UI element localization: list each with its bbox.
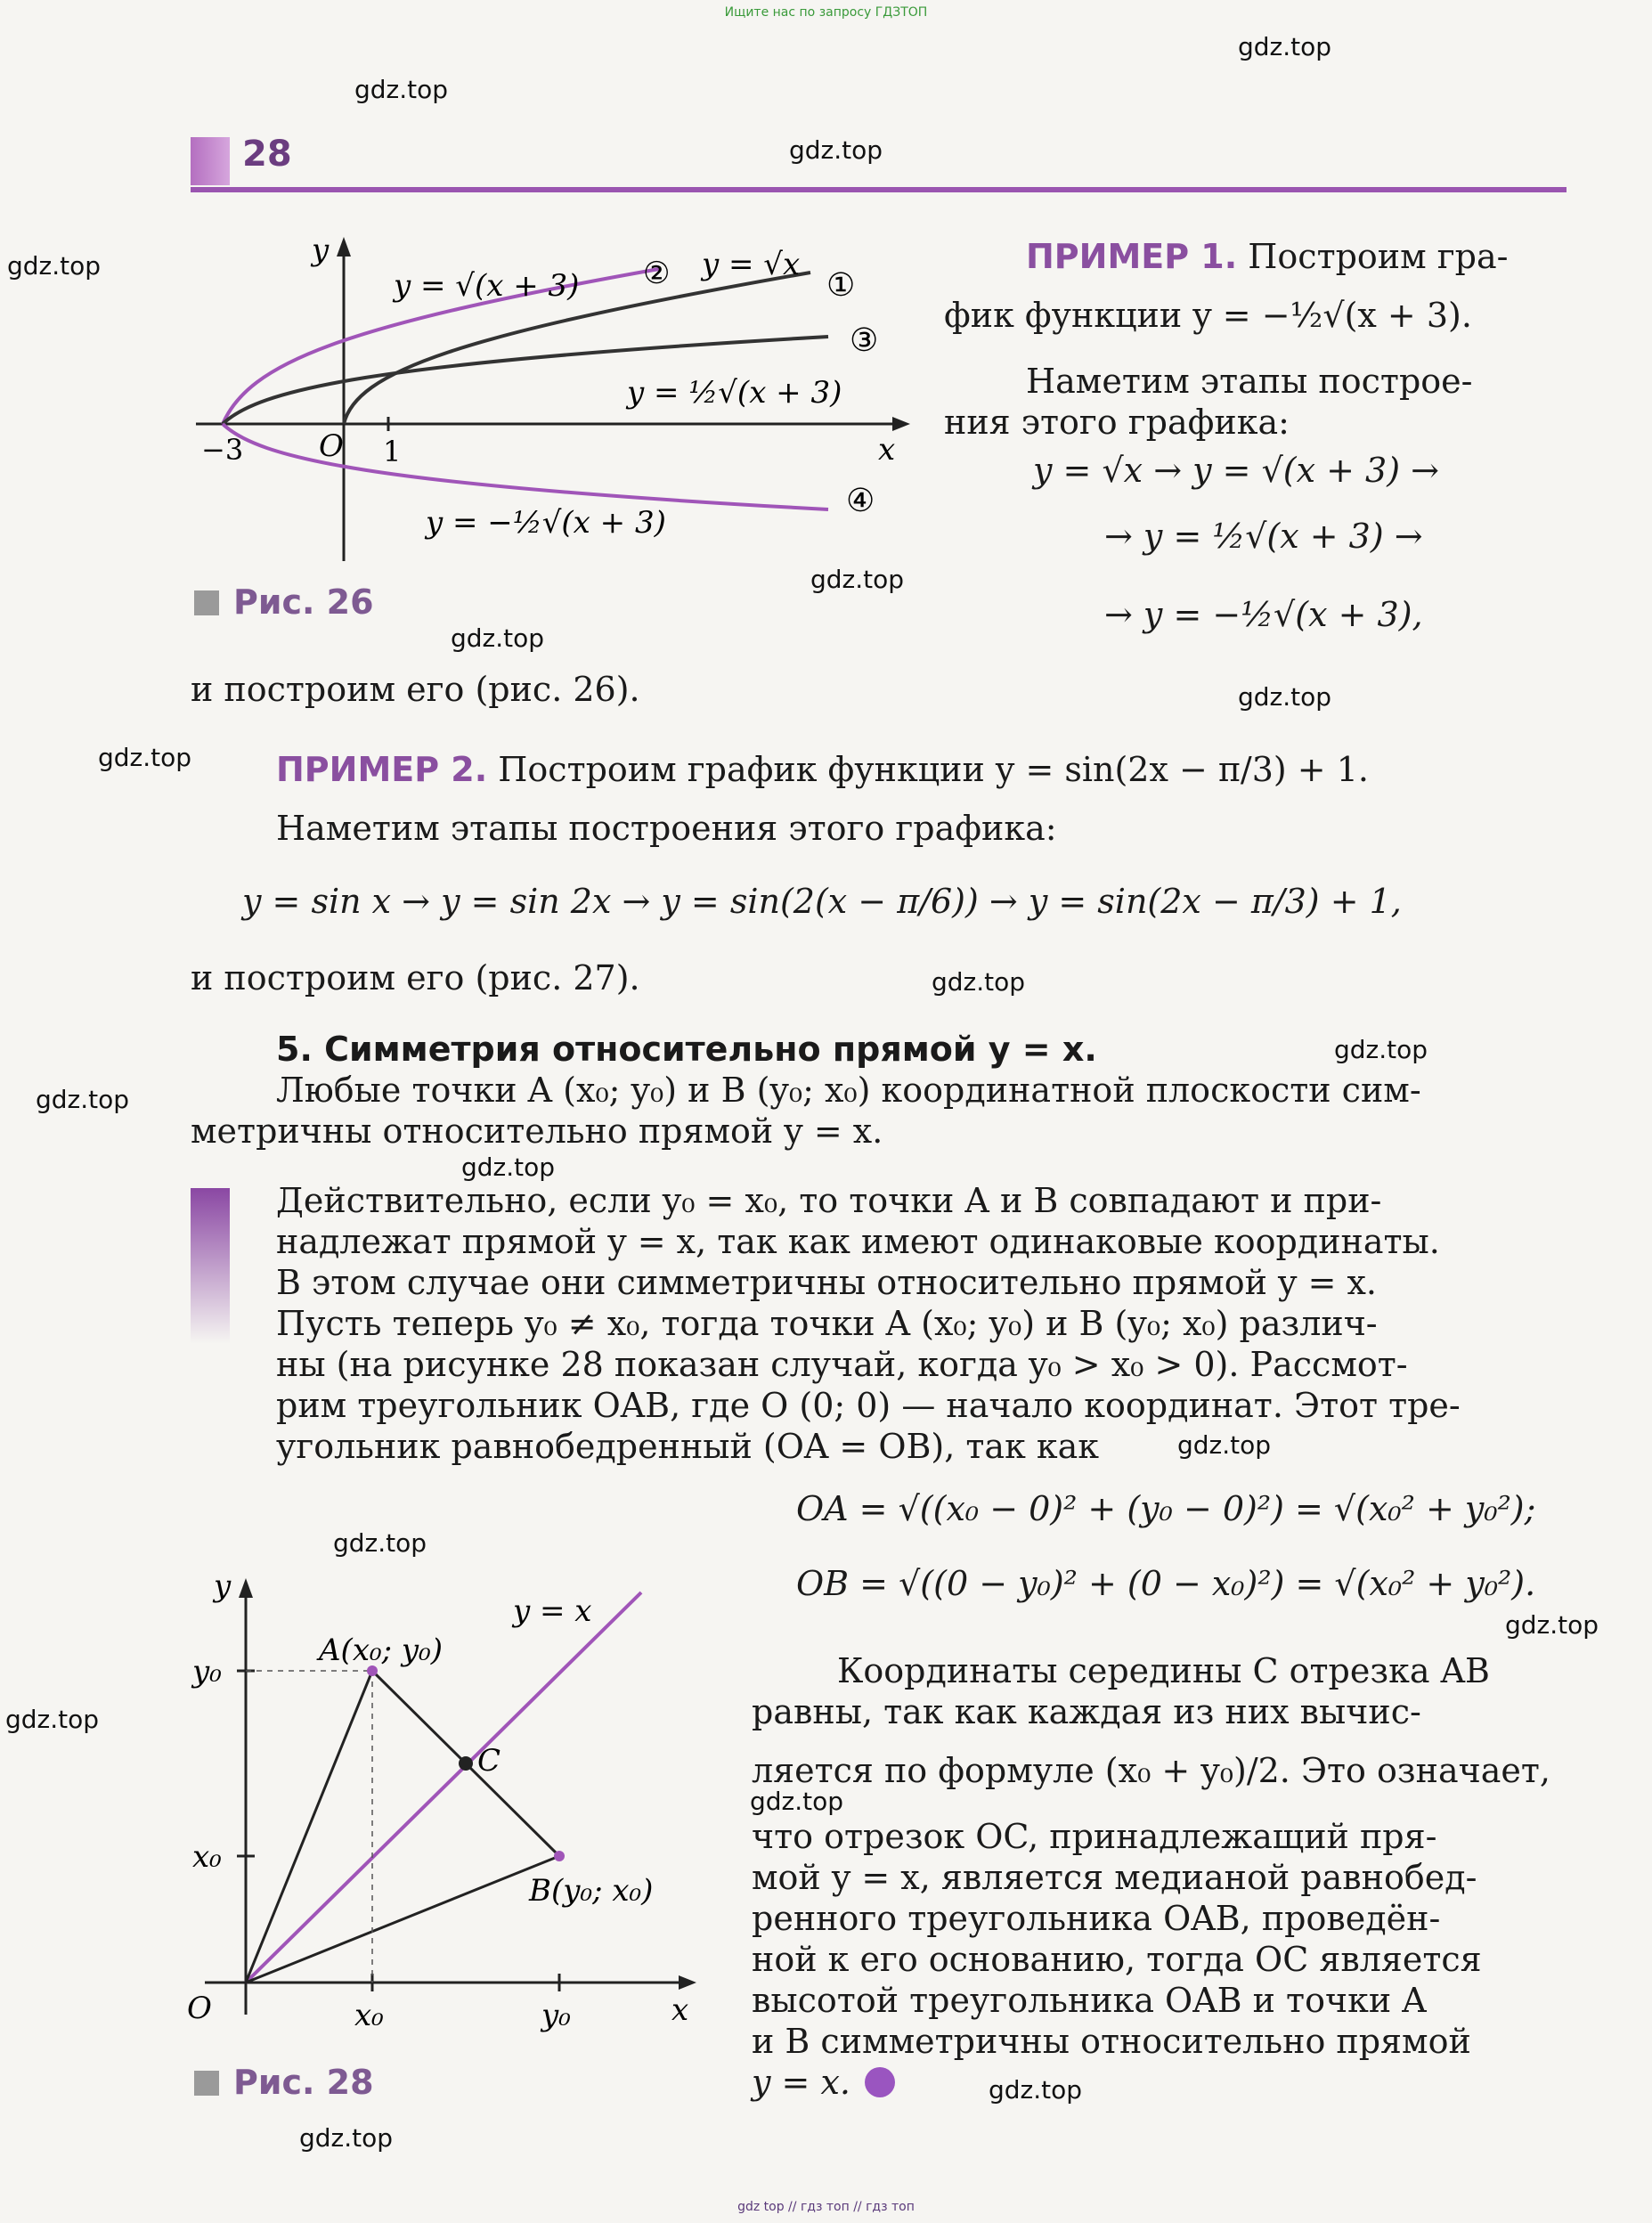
point-C bbox=[459, 1756, 473, 1771]
label-sqrt-x3: y = √(x + 3) bbox=[394, 268, 580, 304]
line-y-equals-x bbox=[246, 1592, 641, 1983]
section5-p3: Действительно, если y₀ = x₀, то точки A и B совпадают и при- bbox=[276, 1181, 1382, 1220]
label-B: B(y₀; x₀) bbox=[529, 1873, 654, 1909]
curve-4-neg-half bbox=[223, 424, 828, 509]
example1-line1 bbox=[1026, 237, 1508, 277]
label-x0-left: x₀ bbox=[192, 1839, 222, 1875]
watermark: gdz.top bbox=[461, 1152, 556, 1182]
section5-q2: равны, так как каждая из них вычис- bbox=[752, 1692, 1421, 1731]
circle-3: ③ bbox=[850, 322, 879, 359]
y-axis-arrow-icon bbox=[337, 237, 351, 256]
example2-chain: y = sin x → y = sin 2x → y = sin(2(x − π/6)) → y = sin(2x − π/3) + 1, bbox=[242, 882, 1402, 921]
section5-p8: рим треугольник OAB, где O (0; 0) — начало координат. Этот тре- bbox=[276, 1386, 1461, 1425]
watermark: gdz.top bbox=[789, 135, 883, 165]
example1-chain1: y = √x → y = √(x + 3) → bbox=[1033, 451, 1439, 490]
section5-q7: ной к его основанию, тогда OC является bbox=[752, 1940, 1482, 1979]
one-label: 1 bbox=[383, 435, 402, 468]
example1-line2: фик функции y = −½√(x + 3). bbox=[944, 296, 1472, 335]
caption-text: Рис. 26 bbox=[233, 582, 374, 622]
x-axis-label: x bbox=[671, 1992, 689, 2028]
end-marker-icon bbox=[865, 2067, 895, 2097]
circle-2: ② bbox=[643, 256, 671, 291]
watermark: gdz.top bbox=[7, 251, 102, 281]
example1-chain3: → y = −½√(x + 3), bbox=[1104, 595, 1423, 634]
label-C: C bbox=[477, 1743, 501, 1779]
example1-line4: ния этого графика: bbox=[944, 403, 1290, 442]
section5-q8: высотой треугольника OAB и точки A bbox=[752, 1981, 1427, 2020]
example1-line5: и построим его (рис. 26). bbox=[191, 670, 640, 709]
y-axis-arrow-icon bbox=[239, 1578, 253, 1598]
section5-p9: угольник равнобедренный (OA = OB), так как bbox=[276, 1427, 1100, 1466]
watermark: gdz.top bbox=[750, 1787, 844, 1816]
example2-text: Построим график функции y = sin(2x − π/3) + 1. bbox=[487, 750, 1369, 789]
example1-chain2: → y = ½√(x + 3) → bbox=[1104, 517, 1423, 556]
watermark: gdz.top bbox=[36, 1085, 130, 1114]
example1-text: Построим гра- bbox=[1237, 237, 1509, 276]
watermark: gdz.top bbox=[333, 1528, 427, 1558]
watermark: gdz.top bbox=[1334, 1035, 1428, 1064]
example2-line1 bbox=[276, 750, 1369, 790]
x-axis-label: x bbox=[878, 432, 896, 468]
section5-p1: Любые точки A (x₀; y₀) и B (y₀; x₀) координатной плоскости сим- bbox=[276, 1071, 1421, 1110]
section5-p2: метричны относительно прямой y = x. bbox=[191, 1112, 883, 1151]
figure-26-caption bbox=[194, 582, 374, 622]
watermark: gdz.top bbox=[989, 2075, 1083, 2105]
label-half: y = ½√(x + 3) bbox=[627, 375, 842, 411]
figure-28-caption bbox=[194, 2063, 374, 2102]
formula-ob: OB = √((0 − y₀)² + (0 − x₀)²) = √(x₀² + y₀²). bbox=[796, 1564, 1536, 1603]
figure-28-graph bbox=[187, 1560, 721, 2041]
section5-p6: Пусть теперь y₀ ≠ x₀, тогда точки A (x₀; y₀) и B (y₀; x₀) различ- bbox=[276, 1304, 1378, 1343]
label-y0: y₀ bbox=[192, 1654, 222, 1690]
x-axis-arrow-icon bbox=[679, 1975, 696, 1990]
label-sqrt-x: y = √x bbox=[702, 247, 801, 282]
watermark: gdz.top bbox=[451, 623, 545, 653]
section5-p4: надлежат прямой y = x, так как имеют одинаковые координаты. bbox=[276, 1222, 1440, 1261]
section5-q9: и B симметричны относительно прямой bbox=[752, 2022, 1471, 2061]
example2-line2: Наметим этапы построения этого графика: bbox=[276, 809, 1057, 848]
section5-q1: Координаты середины C отрезка AB bbox=[837, 1651, 1490, 1690]
end-formula: y = x. bbox=[752, 2063, 850, 2102]
watermark: gdz.top bbox=[932, 967, 1026, 997]
line-label: y = x bbox=[513, 1593, 592, 1629]
section5-q10 bbox=[752, 2063, 895, 2103]
label-neg-half: y = −½√(x + 3) bbox=[426, 505, 666, 541]
x-axis-arrow-icon bbox=[892, 417, 910, 431]
watermark: gdz.top bbox=[1238, 682, 1332, 712]
section5-p5: В этом случае они симметричны относительно прямой y = x. bbox=[276, 1263, 1378, 1302]
example2-line3: и построим его (рис. 27). bbox=[191, 958, 640, 998]
watermark: gdz.top bbox=[5, 1705, 100, 1734]
minus-three-label: −3 bbox=[201, 433, 244, 467]
header-rule bbox=[191, 187, 1567, 192]
section5-p7: ны (на рисунке 28 показан случай, когда y₀ > x₀ > 0). Рассмот- bbox=[276, 1345, 1408, 1384]
label-y0-bottom: y₀ bbox=[541, 1998, 571, 2033]
caption-square-icon bbox=[194, 590, 219, 615]
origin-label: O bbox=[319, 428, 344, 464]
caption-square-icon bbox=[194, 2071, 219, 2096]
segment-OB bbox=[246, 1856, 559, 1983]
label-A: A(x₀; y₀) bbox=[319, 1633, 443, 1668]
circle-4: ④ bbox=[846, 483, 875, 519]
example1-line3: Наметим этапы построе- bbox=[1026, 362, 1473, 401]
example1-title: ПРИМЕР 1. bbox=[1026, 237, 1238, 276]
circle-1: ① bbox=[826, 267, 856, 304]
y-axis-label: y bbox=[214, 1568, 232, 1604]
watermark: gdz.top bbox=[299, 2123, 394, 2153]
section5-q4: что отрезок OC, принадлежащий пря- bbox=[752, 1817, 1437, 1856]
watermark: gdz.top bbox=[1238, 32, 1332, 61]
page-marker bbox=[191, 137, 230, 185]
bottom-note: gdz top // гдз топ // гдз топ bbox=[737, 2200, 915, 2214]
page-number: 28 bbox=[242, 134, 292, 175]
watermark: gdz.top bbox=[1505, 1610, 1599, 1640]
watermark: gdz.top bbox=[98, 743, 192, 772]
caption-text: Рис. 28 bbox=[233, 2063, 374, 2102]
point-B bbox=[554, 1851, 565, 1861]
section5-title: 5. Симметрия относительно прямой y = x. bbox=[276, 1030, 1097, 1069]
example2-title: ПРИМЕР 2. bbox=[276, 750, 488, 789]
label-x0-bottom: x₀ bbox=[354, 1998, 384, 2033]
origin-label: O bbox=[187, 1991, 212, 2026]
watermark: gdz.top bbox=[810, 565, 905, 594]
figure-26-graph bbox=[187, 230, 926, 572]
section5-q5: мой y = x, является медианой равнобед- bbox=[752, 1858, 1477, 1897]
y-axis-label: y bbox=[312, 232, 330, 268]
section5-q6: ренного треугольника OAB, проведён- bbox=[752, 1899, 1441, 1938]
formula-oa: OA = √((x₀ − 0)² + (y₀ − 0)²) = √(x₀² + y₀²); bbox=[796, 1489, 1536, 1528]
segment-OA bbox=[246, 1671, 372, 1983]
watermark: gdz.top bbox=[1177, 1430, 1272, 1460]
proof-sidebar bbox=[191, 1188, 230, 1344]
section5-q3: ляется по формуле (x₀ + y₀)/2. Это означает, bbox=[752, 1751, 1550, 1790]
top-note: Ищите нас по запросу ГДЗТОП bbox=[724, 5, 928, 20]
watermark: gdz.top bbox=[354, 75, 449, 104]
